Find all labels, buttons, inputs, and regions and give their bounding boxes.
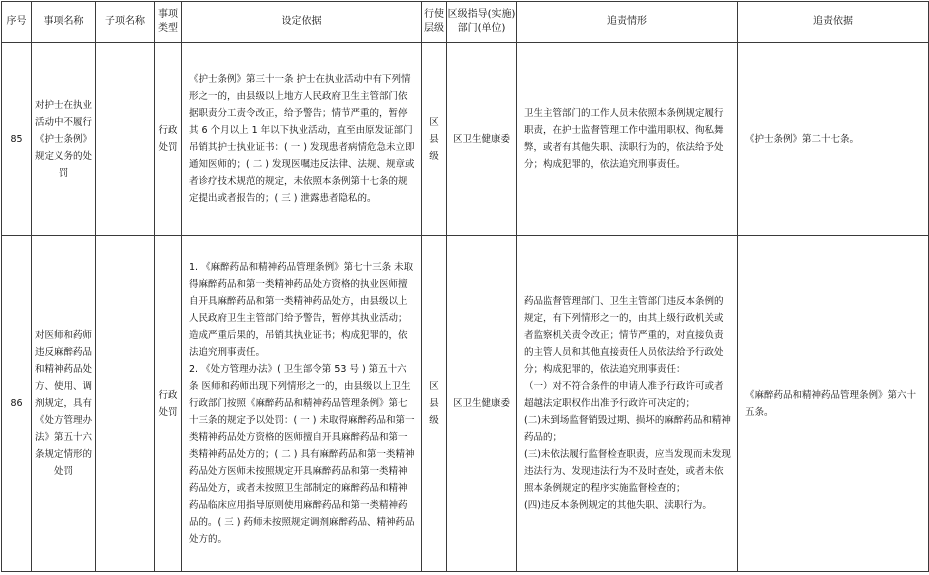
cell-accountability-basis: 《麻醉药品和精神药品管理条例》第六十五条。 — [738, 236, 929, 572]
cell-basis — [182, 236, 422, 572]
header-item-name: 事项名称 — [32, 2, 96, 43]
header-item-type: 事项类型 — [155, 2, 182, 43]
header-accountability-basis: 追责依据 — [738, 2, 929, 43]
header-sub-item-name: 子项名称 — [96, 2, 155, 43]
table-row — [2, 43, 929, 236]
accountability-table — [1, 1, 929, 572]
situation-paragraph: (三)未依法履行监督检查职责，应当发现而未发现违法行为、发现违法行为不及时查处，或者未依照本条例规定的程序实施监督检查的； — [524, 449, 731, 494]
cell-item-type: 行政处罚 — [155, 43, 182, 236]
cell-dept: 区卫生健康委 — [447, 43, 517, 236]
cell-situation — [517, 236, 738, 572]
table-row — [2, 236, 929, 572]
basis-paragraph: 2. 《处方管理办法》( 卫生部令第 53 号 ) 第五十六条 医师和药师出现下列情形之一的，由县级以上卫生行政部门按照《麻醉药品和精神药品管理条例》第七十三条的规定予以处罚：( 一 ) 未取得麻醉药品和第一类精神药品处方资格的医师擅自开具麻醉药品和第一类精神药品处方的；( 二 ) 具有麻醉药品和第一类精神药品处方医师未按照规定开具麻醉药品和第一类精神药品处方，或者未按照卫生部制定的麻醉药品和精神药品临床应用指导原则使用麻醉药品和第一类精神药品的。( 三 ) 药师未按照规定调剂麻醉药品、精神药品处方的。 — [189, 364, 415, 545]
situation-paragraph: 药品监督管理部门、卫生主管部门违反本条例的规定，有下列情形之一的，由其上级行政机关或者监察机关责令改正；情节严重的，对直接负责的主管人员和其他直接责任人员依法给予行政处分；构成犯罪的，依法追究刑事责任： — [524, 296, 724, 375]
cell-level: 区县级 — [422, 236, 447, 572]
cell-accountability-basis: 《护士条例》第二十七条。 — [738, 43, 929, 236]
header-level: 行使层级 — [422, 2, 447, 43]
cell-item-name: 对医师和药师违反麻醉药品和精神药品处方、使用、调剂规定，具有《处方管理办法》第五十六条规定情形的处罚 — [32, 236, 96, 572]
cell-level: 区县级 — [422, 43, 447, 236]
cell-item-name: 对护士在执业活动中不履行《护士条例》规定义务的处罚 — [32, 43, 96, 236]
cell-seq: 85 — [2, 43, 32, 236]
header-dept: 区级指导(实施)部门(单位) — [447, 2, 517, 43]
header-basis: 设定依据 — [182, 2, 422, 43]
header-situation: 追责情形 — [517, 2, 738, 43]
cell-situation — [517, 43, 738, 236]
header-seq: 序号 — [2, 2, 32, 43]
cell-basis — [182, 43, 422, 236]
cell-sub-item-name — [96, 43, 155, 236]
situation-paragraph: （一）对不符合条件的申请人准予行政许可或者超越法定职权作出准予行政许可决定的； — [524, 381, 724, 409]
basis-paragraph: 《护士条例》第三十一条 护士在执业活动中有下列情形之一的，由县级以上地方人民政府卫生主管部门依据职责分工责令改正，给予警告；情节严重的，暂停其 6 个月以上 1 年以下执业活动，直至由原发证部门吊销其护士执业证书：( 一 ) 发现患者病情危急未立即通知医师的；( 二 ) 发现医嘱违反法律、法规、规章或者诊疗技术规范的规定，未依照本条例第十七条的规定提出或者报告的；( 三 ) 泄露患者隐私的。 — [189, 74, 415, 204]
basis-paragraph: 1. 《麻醉药品和精神药品管理条例》第七十三条 未取得麻醉药品和第一类精神药品处方资格的执业医师擅自开具麻醉药品和第一类精神药品处方，由县级以上人民政府卫生主管部门给予警告，暂停其执业活动；造成严重后果的，吊销其执业证书；构成犯罪的，依法追究刑事责任。 — [189, 262, 414, 358]
situation-paragraph: 卫生主管部门的工作人员未依照本条例规定履行职责，在护士监督管理工作中滥用职权、徇私舞弊，或者有其他失职、渎职行为的，依法给予处分；构成犯罪的，依法追究刑事责任。 — [524, 108, 724, 170]
header-row — [2, 2, 929, 43]
cell-item-type: 行政处罚 — [155, 236, 182, 572]
situation-paragraph: (二)未到场监督销毁过期、损坏的麻醉药品和精神药品的； — [524, 415, 731, 443]
cell-seq: 86 — [2, 236, 32, 572]
situation-paragraph: (四)违反本条例规定的其他失职、渎职行为。 — [524, 500, 712, 511]
cell-dept: 区卫生健康委 — [447, 236, 517, 572]
cell-sub-item-name — [96, 236, 155, 572]
